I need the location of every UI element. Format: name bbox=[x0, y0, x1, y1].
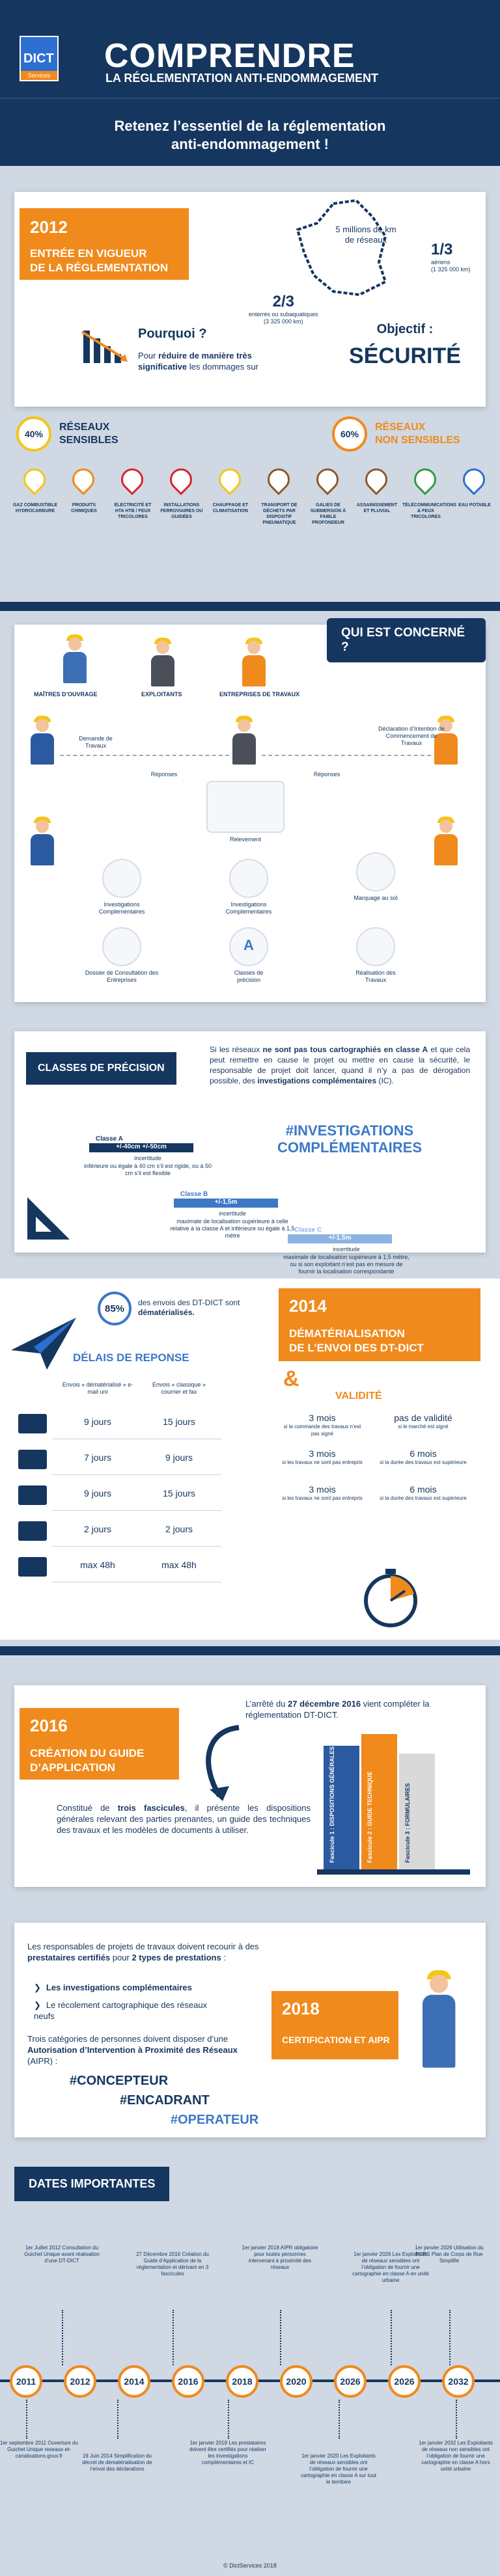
why-text-bold: réduire de manière très significative bbox=[138, 351, 252, 372]
precision-text-1: Si les réseaux bbox=[210, 1045, 263, 1054]
precision-class-name: Classe B bbox=[180, 1191, 208, 1198]
network-label: ÉLECTRICITÉ ET HTA HTB / FEUX TRICOLORES bbox=[114, 503, 152, 519]
network-pin-icon bbox=[263, 464, 294, 495]
title-2016-line-1: CRÉATION DU GUIDE bbox=[30, 1747, 145, 1759]
goal-panel bbox=[333, 322, 477, 369]
providers-intro bbox=[27, 1941, 268, 1963]
col-dematerialized: Envois « dématérialisé » e-mail uni bbox=[62, 1381, 133, 1395]
card-2016 bbox=[14, 1685, 486, 1887]
dates-section bbox=[0, 2167, 500, 2576]
timeline-year-node[interactable]: 2026 bbox=[334, 2365, 367, 2398]
year-2014: 2014 bbox=[289, 1296, 327, 1316]
validity-1: 3 mois bbox=[309, 1448, 336, 1459]
curved-arrow-icon bbox=[193, 1724, 245, 1802]
aipr-text-1: Trois catégories de personnes doivent disposer d’une bbox=[27, 2034, 229, 2044]
card-2014 bbox=[0, 1279, 500, 1640]
network-label: ASSAINISSEMENT ET PLUVIAL bbox=[356, 503, 398, 513]
aipr-text-bold: Autorisation d’Intervention à Proximité des Réseaux bbox=[27, 2045, 238, 2055]
bullet-2 bbox=[34, 2000, 210, 2022]
precision-card bbox=[14, 1031, 486, 1275]
flow-person-center bbox=[229, 719, 259, 765]
network-label: GAZ COMBUSTIBLE HYDROCARBURE bbox=[12, 503, 58, 513]
providers-intro-1: Les responsables de projets de travaux doivent recourir à des bbox=[27, 1942, 259, 1951]
network-km-line-1: 5 millions de km bbox=[335, 224, 396, 234]
aipr-text bbox=[27, 2033, 249, 2067]
validity-title: VALIDITÉ bbox=[335, 1390, 382, 1402]
delay-classic: 9 jours bbox=[165, 1452, 193, 1463]
book-2 bbox=[361, 1734, 397, 1869]
validity-1-note: si les travaux ne sont pas entrepris bbox=[282, 1495, 363, 1501]
tagline-line-1: Retenez l’essentiel de la réglementation bbox=[114, 118, 386, 134]
arrete-text-bold: 27 décembre 2016 bbox=[288, 1699, 361, 1709]
chevron-right-icon: ❯ bbox=[34, 1983, 41, 1992]
underground-label-1: enterrés ou subaquatiques bbox=[249, 311, 318, 318]
timeline-note-bottom: 1er janvier 2018 Les prestataires doivent être certifiés pour réaliser les investigations complémentaires et IC bbox=[189, 2440, 267, 2465]
hashtag-line-1: #INVESTIGATIONS bbox=[285, 1122, 414, 1139]
flow-demande-travaux: Demande de Travaux bbox=[79, 735, 113, 749]
precision-desc: maximale de localisation supérieure à 1,5 mètre, ou si son exploitant n’est pas en mesure de fournir la localisation correspondante bbox=[283, 1254, 410, 1275]
validity-2: 6 mois bbox=[410, 1484, 437, 1495]
tagline-line-2: anti-endommagement ! bbox=[171, 136, 329, 152]
timeline-year-node[interactable]: 2020 bbox=[280, 2365, 312, 2398]
dematerialized-text-1: des envois des DT-DICT sont bbox=[138, 1298, 240, 1307]
contractor-person-icon bbox=[239, 641, 269, 686]
validity-1-note: si les travaux ne sont pas entrepris bbox=[282, 1459, 363, 1465]
form-icon bbox=[18, 1450, 47, 1469]
network-pin-icon bbox=[312, 464, 343, 495]
timeline-connector bbox=[449, 2310, 451, 2365]
network-pin-icon bbox=[117, 464, 148, 495]
book-2-title: Fascicule 2 : GUIDE TECHNIQUE bbox=[367, 1771, 373, 1863]
guide-description-1: Constitué de bbox=[57, 1803, 118, 1813]
delay-title: DÉLAIS DE REPONSE bbox=[73, 1351, 189, 1364]
dematerialized-percent: 85% bbox=[98, 1292, 132, 1325]
aipr-text-2: (AIPR) : bbox=[27, 2056, 58, 2066]
guide-description bbox=[57, 1802, 311, 1836]
validity-2: 6 mois bbox=[410, 1448, 437, 1459]
ground-marking-icon bbox=[356, 852, 395, 891]
precision-range-bar: +/-40cm +/-50cm bbox=[89, 1143, 193, 1152]
dematerialized-text-bold: dématérialisés. bbox=[138, 1308, 195, 1317]
timeline-note-bottom: 1er janvier 2032 Les Exploitants de réseaux non sensibles ont l’obligation de fournir une cartographie en classe A hors unité urbaine bbox=[419, 2440, 493, 2472]
hashtag-line-2: COMPLÉMENTAIRES bbox=[277, 1139, 423, 1156]
flow-person-right-2 bbox=[431, 820, 461, 865]
precision-class-letter: A bbox=[243, 937, 254, 953]
aerial-fraction: 1/3 bbox=[431, 241, 453, 258]
network-pin-icon bbox=[165, 464, 197, 495]
underground-stat bbox=[249, 293, 318, 325]
title-2014-line-2: DE L’ENVOI DES DT-DICT bbox=[289, 1342, 424, 1354]
why-heading: Pourquoi ? bbox=[138, 327, 207, 341]
timeline-connector bbox=[280, 2310, 281, 2365]
flow-dict: Déclaration d’Intention de Commencement de Travaux bbox=[378, 725, 445, 746]
role-operator: EXPLOITANTS bbox=[141, 691, 182, 698]
timeline-connector bbox=[117, 2400, 118, 2439]
works-icon bbox=[356, 927, 395, 966]
book-1 bbox=[324, 1746, 359, 1869]
network-pin-icon bbox=[19, 464, 50, 495]
network-label: GALIES DE SUBMERSION À FAIBLE PROFONDEUR bbox=[310, 503, 346, 525]
dematerialized-text bbox=[138, 1298, 268, 1318]
dates-title: DATES IMPORTANTES bbox=[14, 2167, 169, 2201]
goal-heading: Objectif : bbox=[376, 322, 434, 336]
france-map-icon bbox=[294, 197, 392, 301]
why-text-1: Pour bbox=[138, 351, 159, 360]
delay-classic: max 48h bbox=[161, 1560, 197, 1570]
year-2016: 2016 bbox=[30, 1716, 68, 1735]
decreasing-chart-icon bbox=[79, 325, 132, 371]
network-km-line-2: de réseaux bbox=[344, 235, 387, 245]
timeline-note-top: 1er janvier 2026 Les Exploitants de réseaux sensibles ont l’obligation de fournir une cartographie en classe A en unité urbaine bbox=[352, 2251, 429, 2283]
flow-realisation: Réalisation des Travaux bbox=[355, 969, 396, 983]
why-panel bbox=[79, 325, 314, 390]
bullet-2-text: Le récolement cartographique des réseaux neufs bbox=[34, 2000, 208, 2021]
owner-person-icon bbox=[60, 638, 90, 683]
book-3-title: Fascicule 3 : FORMULAIRES bbox=[404, 1783, 411, 1863]
logo-sub: Services bbox=[21, 71, 57, 80]
validity-2-note: si la durée des travaux est supérieure bbox=[380, 1495, 467, 1501]
stopwatch-icon bbox=[358, 1565, 423, 1630]
flow-dce: Dossier de Consultation des Entreprises bbox=[85, 969, 159, 983]
precision-desc-label: incertitude bbox=[134, 1155, 161, 1161]
dce-icon bbox=[102, 927, 141, 966]
row-divider bbox=[52, 1546, 221, 1547]
year-2012: 2012 bbox=[30, 217, 68, 237]
timeline-connector bbox=[26, 2400, 27, 2439]
book-3 bbox=[399, 1754, 435, 1869]
guide-description-2: , il présente les dispositions générales relevant des parties prenantes, un guide des techniques des travaux et les modèles de documents à utiliser. bbox=[57, 1803, 311, 1835]
investigation-icon-1 bbox=[102, 859, 141, 898]
timeline-year-node[interactable]: 2012 bbox=[64, 2365, 96, 2398]
title-2014-line-1: DÉMATÉRIALISATION bbox=[289, 1327, 405, 1340]
card-2018 bbox=[14, 1923, 486, 2137]
section-divider-2 bbox=[0, 1646, 500, 1655]
underground-label-2: (3 325 000 km) bbox=[264, 318, 303, 325]
arrete-text-1: L’arrêté du bbox=[245, 1699, 288, 1709]
arrete-text bbox=[245, 1698, 473, 1720]
tag-operateur: #OPERATEUR bbox=[171, 2113, 259, 2127]
underground-fraction: 2/3 bbox=[272, 293, 294, 310]
ampersand: & bbox=[283, 1366, 299, 1391]
nonsensitive-label-1: RÉSEAUX bbox=[375, 422, 426, 433]
why-text bbox=[138, 350, 294, 372]
tag-encadrant: #ENCADRANT bbox=[120, 2093, 210, 2108]
precision-class-name: Classe C bbox=[294, 1227, 322, 1234]
validity-1: 3 mois bbox=[309, 1484, 336, 1495]
network-pin-icon bbox=[214, 464, 245, 495]
guide-description-bold: trois fascicules bbox=[117, 1803, 185, 1813]
network-pin-icon bbox=[68, 464, 99, 495]
precision-text-bold-1: ne sont pas tous cartographiés en classe A bbox=[262, 1045, 428, 1054]
network-pin-icon bbox=[410, 464, 441, 495]
surveying-icon bbox=[206, 781, 285, 833]
flow-marquage: Marquage au sol bbox=[354, 895, 398, 901]
title-2018: CERTIFICATION ET AIPR bbox=[282, 2035, 390, 2045]
flow-ic-1: Investigations Complementaires bbox=[98, 901, 145, 915]
sensitive-percent: 40% bbox=[16, 416, 51, 452]
timeline-note-top: 1er Juillet 2012 Consultation du Guichet Unique avant réalisation d’une DT-DICT bbox=[24, 2245, 100, 2264]
validity-2-note: si la durée des travaux est supérieure bbox=[380, 1459, 467, 1465]
aerial-stat bbox=[431, 241, 471, 273]
trainer-person-icon bbox=[418, 1975, 473, 2157]
delay-dematerialized: 9 jours bbox=[83, 1417, 112, 1427]
arrete-text-2: vient compléter la réglementation DT-DICT. bbox=[245, 1699, 430, 1720]
providers-intro-2: pour bbox=[110, 1953, 132, 1962]
header bbox=[0, 0, 500, 166]
why-text-2: les dommages sur bbox=[187, 362, 258, 372]
header-tagline bbox=[0, 117, 500, 154]
validity-2: pas de validité bbox=[394, 1413, 452, 1423]
row-divider bbox=[52, 1510, 221, 1511]
networks-section bbox=[0, 416, 500, 599]
precision-desc: maximale de localisation supérieure à celle relative à la classe A et inférieure ou égale à 1,5 mètre bbox=[170, 1218, 295, 1239]
card-2012 bbox=[14, 192, 486, 407]
precision-desc-label: incertitude bbox=[333, 1246, 360, 1253]
timeline-year-node[interactable]: 2016 bbox=[172, 2365, 204, 2398]
logo[interactable] bbox=[20, 36, 59, 81]
delay-classic: 2 jours bbox=[165, 1524, 193, 1534]
flow-ic-2: Investigations Complementaires bbox=[225, 901, 272, 915]
book-1-title: Fascicule 1 : DISPOSITIONS GÉNÉRALES bbox=[329, 1746, 335, 1863]
bullet-1-text: Les investigations complémentaires bbox=[46, 1983, 192, 1992]
flow-classes: Classes de précision bbox=[234, 969, 264, 983]
nonsensitive-percent: 60% bbox=[332, 416, 367, 452]
year-badge-2012 bbox=[20, 208, 189, 280]
delay-dematerialized: max 48h bbox=[80, 1560, 115, 1570]
timeline-connector bbox=[456, 2400, 457, 2439]
shelf bbox=[317, 1869, 470, 1875]
form-icon bbox=[18, 1485, 47, 1505]
operator-person-icon bbox=[148, 641, 178, 686]
title-2012-line-1: ENTRÉE EN VIGUEUR bbox=[30, 247, 147, 260]
role-contractor: ENTREPRISES DE TRAVAUX bbox=[219, 691, 300, 698]
title-2016-line-2: D’APPLICATION bbox=[30, 1761, 115, 1774]
precision-text-3: (IC). bbox=[376, 1076, 394, 1085]
timeline-connector bbox=[173, 2310, 174, 2365]
providers-intro-bold-1: prestataires certifiés bbox=[27, 1953, 111, 1962]
precision-range-bar: +/-1,5m bbox=[174, 1199, 278, 1208]
timeline-note-top: 1er janvier 2026 Utilisation du PCRS Plan de Corps de Rue Simplifié bbox=[415, 2245, 484, 2264]
delay-dematerialized: 9 jours bbox=[83, 1488, 112, 1498]
logo-text: DICT bbox=[23, 51, 54, 66]
goal-value: SÉCURITÉ bbox=[349, 344, 461, 368]
network-label: CHAUFFAGE ET CLIMATISATION bbox=[212, 503, 249, 513]
providers-intro-3: : bbox=[221, 1953, 226, 1962]
precision-desc: inférieure ou égale à 40 cm s’il est rigide, ou à 50 cm s’il est flexible bbox=[83, 1163, 212, 1176]
precision-text bbox=[210, 1044, 470, 1086]
sensitive-badge bbox=[16, 416, 212, 455]
who-card bbox=[14, 625, 486, 1002]
book-stack bbox=[324, 1734, 470, 1877]
chevron-right-icon: ❯ bbox=[34, 2000, 41, 2010]
investigation-icon-2 bbox=[229, 859, 268, 898]
validity-1-note: si la commande des travaux n’est pas signé bbox=[283, 1424, 361, 1437]
tag-concepteur: #CONCEPTEUR bbox=[70, 2074, 169, 2088]
flow-line-2 bbox=[262, 755, 431, 756]
precision-desc-label: incertitude bbox=[219, 1210, 246, 1217]
network-label: EAU POTABLE bbox=[458, 503, 491, 508]
nonsensitive-badge bbox=[332, 416, 488, 455]
paper-plane-icon bbox=[8, 1314, 79, 1373]
bullet-1 bbox=[34, 1983, 192, 1993]
timeline-note-bottom: 1er janvier 2020 Les Exploitants de réseaux sensibles ont l’obligation de fournir une cartographie en classe A sur tout le territoire bbox=[300, 2453, 377, 2485]
year-badge-2018 bbox=[271, 1991, 398, 2059]
precision-hashtag bbox=[229, 1122, 470, 1156]
timeline-connector bbox=[391, 2310, 392, 2365]
precision-range-bar: +/-1,5m bbox=[288, 1234, 392, 1243]
network-pins bbox=[0, 468, 500, 592]
timeline-note-bottom: 1er septembre 2011 Ouverture du Guichet Unique reseaux-et-canalisations.gouv.fr bbox=[0, 2440, 78, 2459]
precision-title: CLASSES DE PRÉCISION bbox=[26, 1052, 176, 1085]
network-label: INSTALLATIONS FERROVIAIRES OU GUIDÉES bbox=[160, 503, 203, 519]
validity-1: 3 mois bbox=[309, 1413, 336, 1423]
row-divider bbox=[52, 1474, 221, 1475]
delay-dematerialized: 2 jours bbox=[83, 1524, 112, 1534]
timeline-connector bbox=[339, 2400, 340, 2439]
timeline-year-node[interactable]: 2014 bbox=[118, 2365, 150, 2398]
providers-intro-bold-2: 2 types de prestations bbox=[132, 1953, 221, 1962]
title-2012-line-2: DE LA RÉGLEMENTATION bbox=[30, 262, 169, 274]
section-divider-1 bbox=[0, 602, 500, 611]
timeline-year-node[interactable]: 2018 bbox=[226, 2365, 258, 2398]
aerial-label-1: aériens bbox=[431, 259, 451, 265]
delay-dematerialized: 7 jours bbox=[83, 1452, 112, 1463]
flow-reponses-2: Réponses bbox=[313, 771, 340, 778]
delay-classic: 15 jours bbox=[163, 1488, 195, 1498]
who-question: QUI EST CONCERNÉ ? bbox=[327, 618, 486, 662]
role-owner: MAÎTRES D’OUVRAGE bbox=[34, 691, 98, 698]
nonsensitive-label-2: NON SENSIBLES bbox=[375, 435, 460, 446]
page-subtitle: LA RÉGLEMENTATION ANTI-ENDOMMAGEMENT bbox=[105, 72, 378, 85]
network-pin-icon bbox=[361, 464, 392, 495]
validity-2-note: si le marché est signé bbox=[398, 1424, 449, 1430]
aerial-label-2: (1 325 000 km) bbox=[431, 266, 471, 273]
timeline-year-node[interactable]: 2011 bbox=[10, 2365, 42, 2398]
network-km bbox=[317, 224, 415, 245]
network-label: TRANSPORT DE DÉCHETS PAR DISPOSITIF PNEUMATIQUE bbox=[261, 503, 298, 525]
precision-text-2: et que cela peut remettre en cause le projet ou mettre en cause la sécurité, le responsable de projet doit lancer, quand il n’y a pas de dérogation possible, des bbox=[210, 1045, 471, 1085]
form-icon bbox=[18, 1521, 47, 1541]
flow-diagram bbox=[14, 709, 486, 1002]
flow-line-1 bbox=[60, 755, 229, 756]
col-classic: Envois « classique » courrier et fax bbox=[152, 1381, 206, 1395]
page-title: COMPRENDRE bbox=[104, 37, 355, 75]
year-badge-2014 bbox=[279, 1288, 480, 1361]
delay-classic: 15 jours bbox=[163, 1417, 195, 1427]
timeline-year-node[interactable]: 2032 bbox=[442, 2365, 475, 2398]
timeline-year-node[interactable]: 2026 bbox=[388, 2365, 421, 2398]
year-badge-2016 bbox=[20, 1708, 179, 1780]
timeline-connector bbox=[228, 2400, 229, 2439]
header-divider bbox=[0, 98, 500, 99]
flow-reponses-1: Réponses bbox=[150, 771, 178, 778]
precision-text-bold-2: investigations complémentaires bbox=[257, 1076, 377, 1085]
timeline-note-top: 27 Décembre 2016 Création du Guide d’Application de la réglementation et dérivant en 3 fascicules bbox=[136, 2251, 209, 2277]
sensitive-label-2: SENSIBLES bbox=[59, 435, 118, 446]
year-2018: 2018 bbox=[282, 1999, 320, 2018]
sensitive-label-1: RÉSEAUX bbox=[59, 422, 110, 433]
ruler-icon bbox=[24, 1194, 73, 1243]
network-label: PRODUITS CHIMIQUES bbox=[71, 503, 97, 513]
timeline-note-bottom: 19 Juin 2014 Simplification du décret de dématérialisation de l’envoi des déclarations bbox=[82, 2453, 152, 2472]
timeline-note-top: 1er janvier 2018 AIPR obligatoire pour toutes personnes intervenant à proximité des réseaux bbox=[242, 2245, 318, 2270]
precision-class-name: Classe A bbox=[96, 1135, 123, 1143]
network-pin-icon bbox=[458, 464, 490, 495]
flow-person-left bbox=[27, 719, 57, 765]
form-icon bbox=[18, 1557, 47, 1577]
flow-releve: Relevement bbox=[229, 836, 262, 843]
flow-person-left-2 bbox=[27, 820, 57, 865]
timeline-connector bbox=[62, 2310, 63, 2365]
copyright: © DictServices 2018 bbox=[223, 2562, 277, 2569]
form-icon bbox=[18, 1414, 47, 1433]
network-label: TÉLÉCOMMUNICATIONS & FEUX TRICOLORES bbox=[402, 503, 457, 519]
